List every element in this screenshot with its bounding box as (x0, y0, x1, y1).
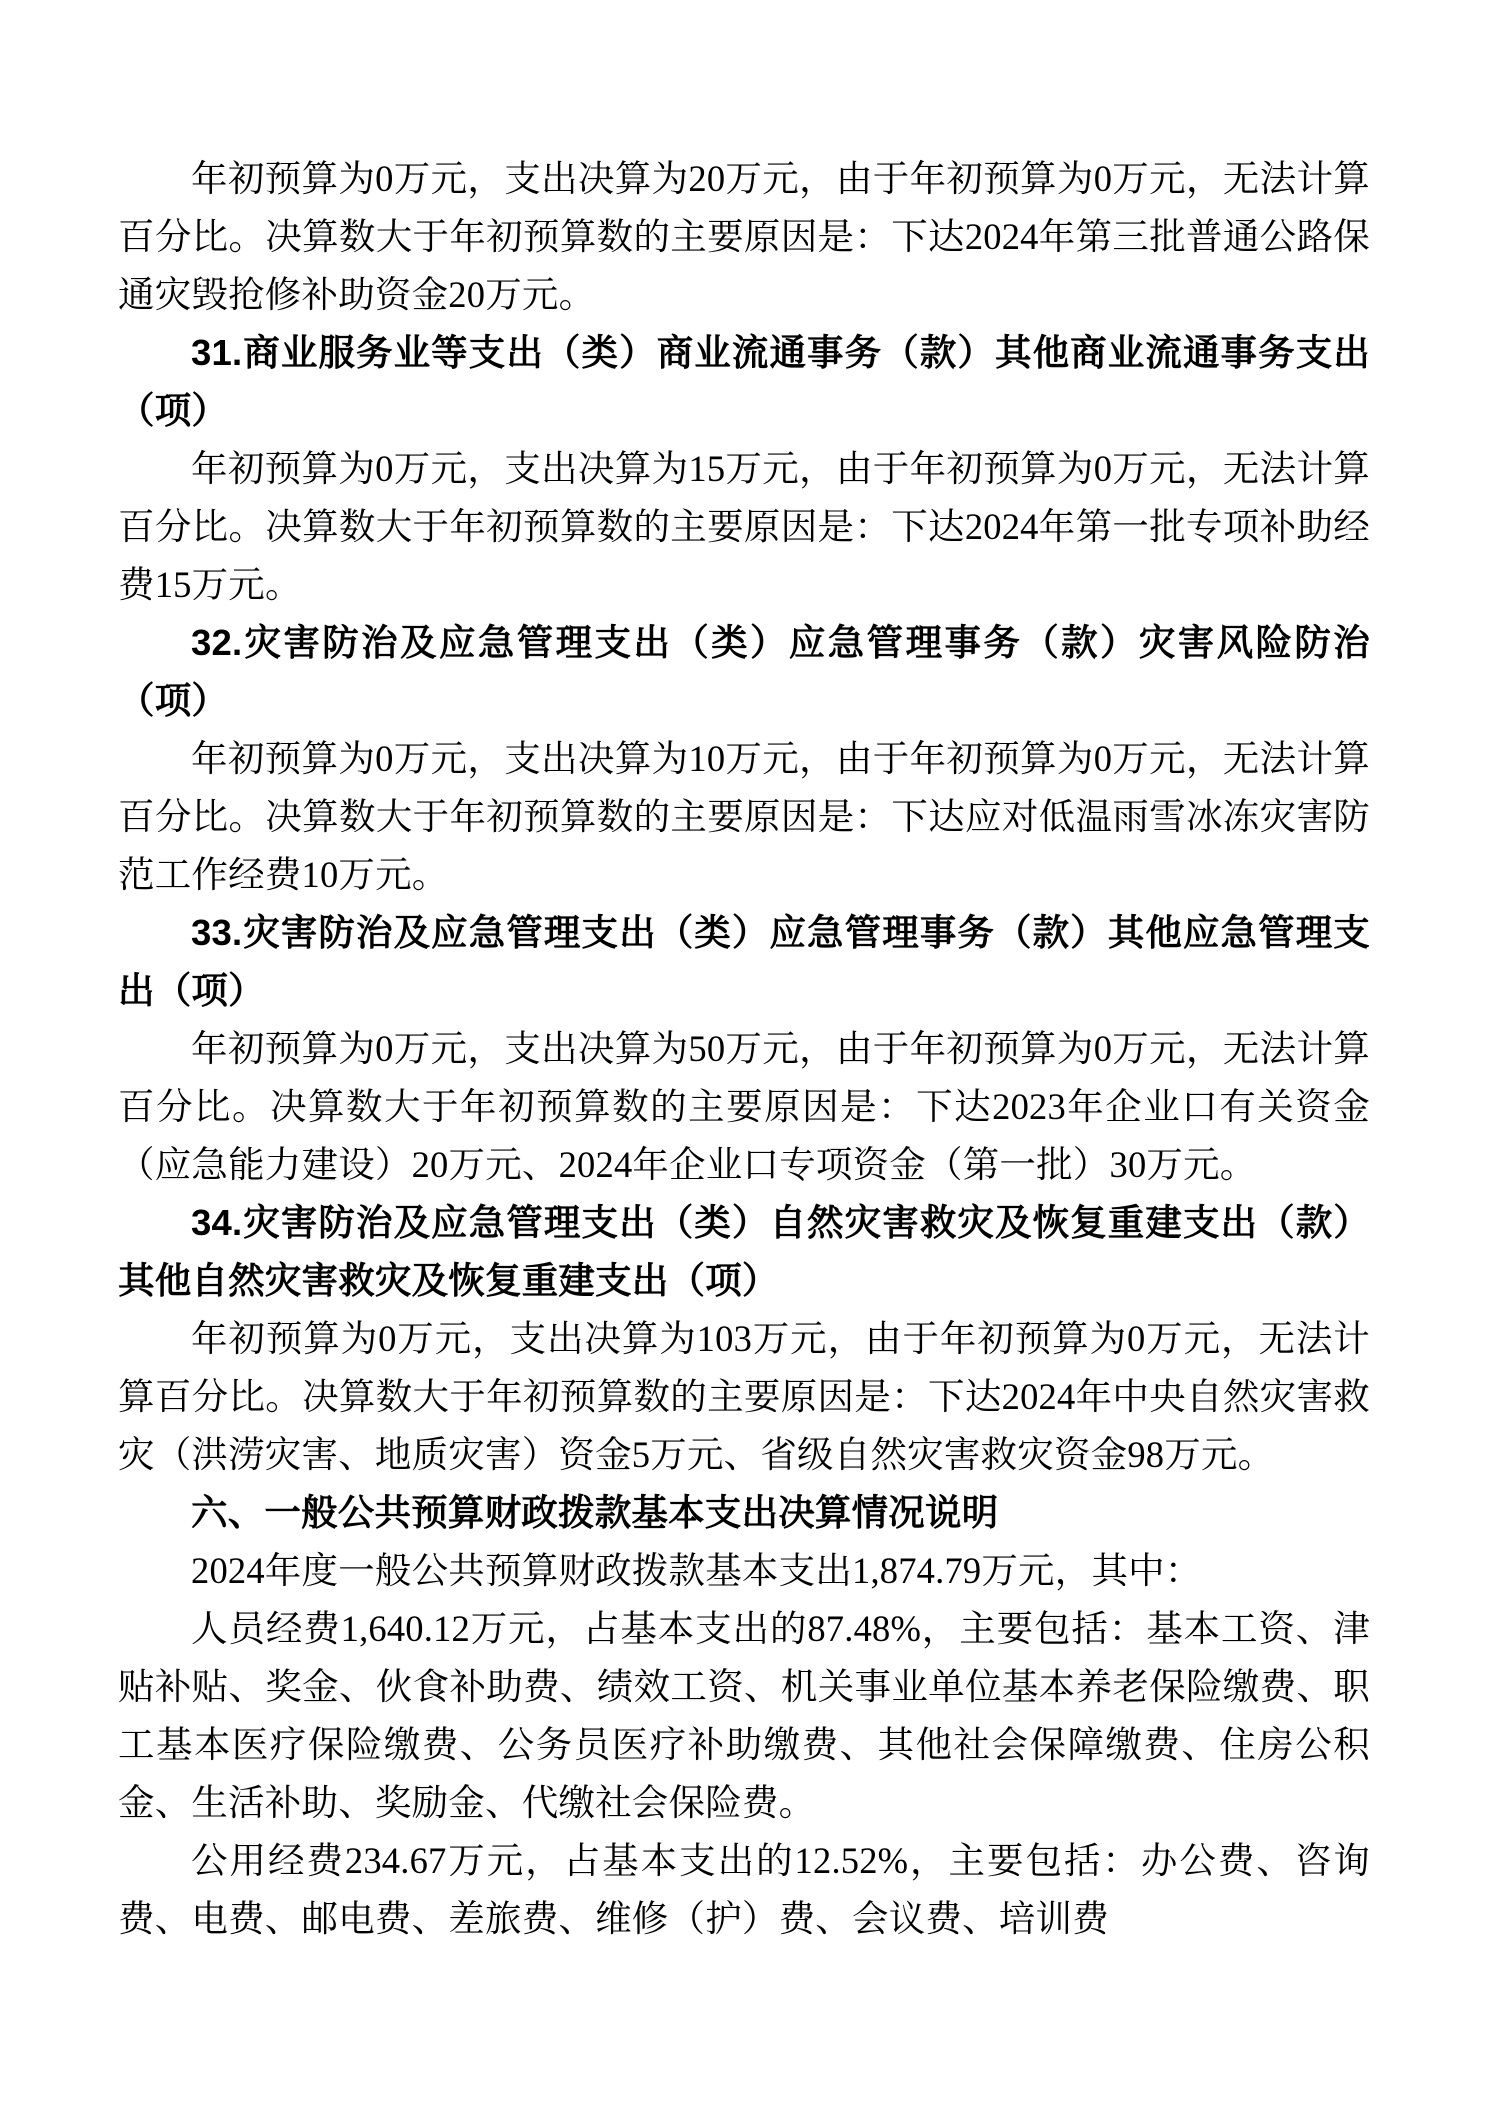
paragraph-basic-expenditure-total: 2024年度一般公共预算财政拨款基本支出1,874.79万元，其中： (191, 1550, 1202, 1591)
heading-section-six: 六、一般公共预算财政拨款基本支出决算情况说明 (191, 1492, 999, 1533)
heading-item-34: 34.灾害防治及应急管理支出（类）自然灾害救灾及恢复重建支出（款）其他自然灾害救灾及恢复重建支出（项） (118, 1202, 1370, 1301)
paragraph-public-expenses: 公用经费234.67万元，占基本支出的12.52%，主要包括：办公费、咨询费、电费、邮电费、差旅费、维修（护）费、会议费、培训费 (118, 1840, 1370, 1939)
document-body (118, 150, 1370, 1948)
paragraph-item-32: 年初预算为0万元，支出决算为10万元，由于年初预算为0万元，无法计算百分比。决算数大于年初预算数的主要原因是：下达应对低温雨雪冰冻灾害防范工作经费10万元。 (118, 738, 1370, 895)
heading-item-32: 32.灾害防治及应急管理支出（类）应急管理事务（款）灾害风险防治（项） (118, 622, 1370, 721)
paragraph-personnel-expenses: 人员经费1,640.12万元，占基本支出的87.48%，主要包括：基本工资、津贴补贴、奖金、伙食补助费、绩效工资、机关事业单位基本养老保险缴费、职工基本医疗保险缴费、公务员医疗补助缴费、其他社会保障缴费、住房公积金、生活补助、奖励金、代缴社会保险费。 (118, 1608, 1370, 1823)
paragraph-item-33: 年初预算为0万元，支出决算为50万元，由于年初预算为0万元，无法计算百分比。决算数大于年初预算数的主要原因是：下达2023年企业口有关资金（应急能力建设）20万元、2024年企业口专项资金（第一批）30万元。 (118, 1028, 1370, 1185)
heading-item-31: 31.商业服务业等支出（类）商业流通事务（款）其他商业流通事务支出（项） (118, 332, 1370, 431)
paragraph-item-31: 年初预算为0万元，支出决算为15万元，由于年初预算为0万元，无法计算百分比。决算数大于年初预算数的主要原因是：下达2024年第一批专项补助经费15万元。 (118, 448, 1370, 605)
paragraph-item-34: 年初预算为0万元，支出决算为103万元，由于年初预算为0万元，无法计算百分比。决算数大于年初预算数的主要原因是：下达2024年中央自然灾害救灾（洪涝灾害、地质灾害）资金5万元、省级自然灾害救灾资金98万元。 (118, 1318, 1370, 1475)
heading-item-33: 33.灾害防治及应急管理支出（类）应急管理事务（款）其他应急管理支出（项） (118, 912, 1370, 1011)
paragraph-intro-continuation: 年初预算为0万元，支出决算为20万元，由于年初预算为0万元，无法计算百分比。决算数大于年初预算数的主要原因是：下达2024年第三批普通公路保通灾毁抢修补助资金20万元。 (118, 158, 1370, 315)
